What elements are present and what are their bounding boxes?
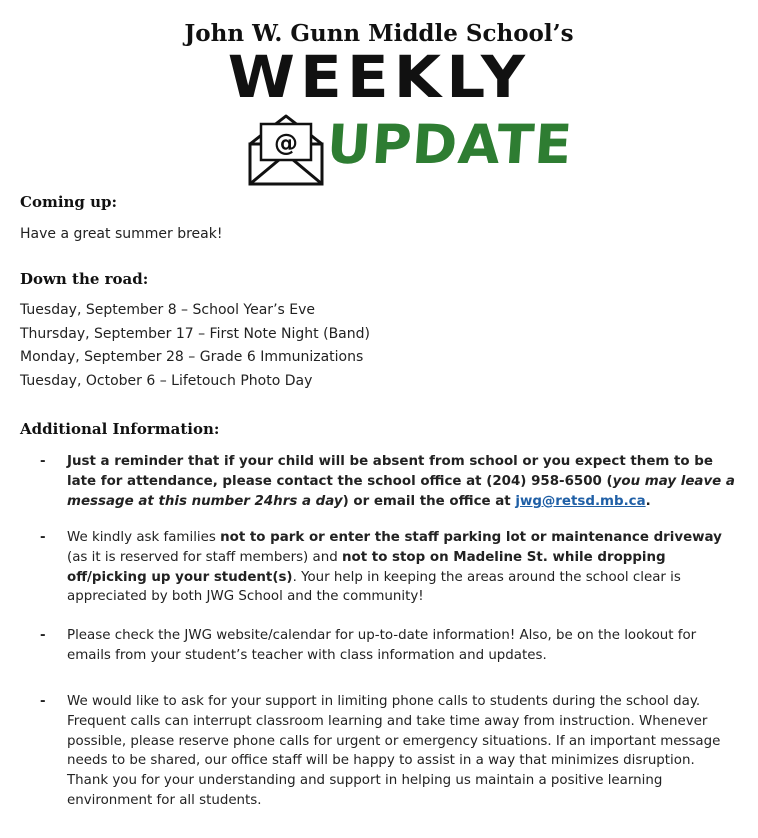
school-title: John W. Gunn Middle School’s (184, 20, 574, 47)
absence-text: Just a reminder that if your child will be absent from school or you expect them to be late for attendance, please contact the school office at (204) 958-6500 ( (67, 454, 713, 489)
bullet-dash: - (40, 628, 46, 643)
weekly-logo-text: WEEKLY (227, 43, 531, 111)
down-the-road-heading: Down the road: (20, 270, 149, 288)
madeline-bold: not to stop on Madeline St. while dropping off/picking up your student(s) (67, 549, 666, 585)
bullet-phone-calls (40, 692, 740, 811)
coming-up-text: Have a great summer break! (20, 226, 223, 242)
bullet-dash: - (40, 530, 46, 545)
bullet-dash: - (40, 454, 46, 469)
parking-text: We kindly ask families (67, 530, 221, 545)
additional-info-heading: Additional Information: (20, 420, 220, 438)
event-list (20, 299, 370, 393)
message-note: you may leave a message at this number 24hrs a day (67, 473, 735, 509)
parking-text-2: (as it is reserved for staff members) and (67, 549, 342, 565)
email-prompt: ) or email the office at (342, 493, 516, 509)
update-logo-text: UPDATE (324, 113, 575, 176)
coming-up-heading: Coming up: (20, 193, 118, 211)
envelope-at-icon (244, 110, 328, 188)
event-item: Thursday, September 17 – First Note Night (Band) (20, 325, 370, 342)
phone-calls-text: We would like to ask for your support in limiting phone calls to students during the school day. Frequent calls can interrupt classroom learning and take time away from instruction. Whenever possible, please reserve phone calls for urgent or emergency situations. If an important message needs to be shared, our office staff will be happy to assist in a way that minimizes disruption. Thank you for your understanding and support in helping us maintain a positive learning environment for all students. (67, 694, 721, 808)
event-item: Tuesday, September 8 – School Year’s Eve (20, 302, 316, 318)
website-text: Please check the JWG website/calendar for up-to-date information! Also, be on the lookout for emails from your student’s teacher with class information and updates. (67, 628, 697, 663)
period: . (645, 493, 651, 509)
parking-bold: not to park or enter the staff parking lot or maintenance driveway (220, 530, 722, 545)
parking-text-3: . Your help in keeping the areas around the school clear is appreciated by both JWG School and the community! (67, 569, 681, 605)
event-item: Monday, September 28 – Grade 6 Immunizations (20, 349, 364, 365)
event-item: Tuesday, October 6 – Lifetouch Photo Day (20, 372, 313, 389)
bullet-absence-reminder (40, 452, 740, 511)
bullet-website (40, 626, 740, 666)
bullet-dash: - (40, 694, 46, 709)
svg-text:@: @ (274, 129, 298, 157)
office-email-link[interactable]: jwg@retsd.mb.ca (515, 493, 646, 509)
bullet-parking (40, 528, 740, 607)
